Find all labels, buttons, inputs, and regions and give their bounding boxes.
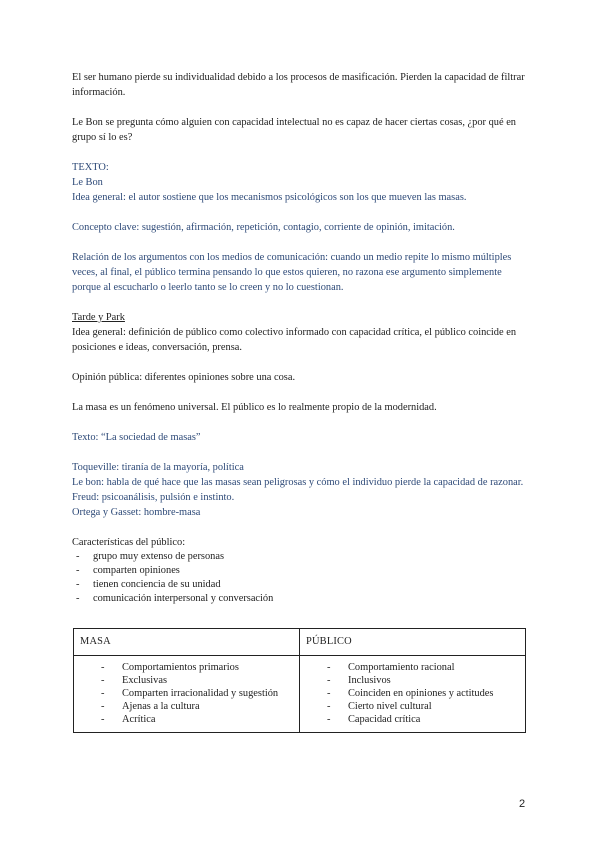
caracteristicas-list	[72, 550, 528, 606]
list-item: - comunicación interpersonal y conversación	[72, 592, 528, 606]
intro-paragraph-1: El ser humano pierde su individualidad debido a los procesos de masificación. Pierden la capacidad de filtrar información.	[72, 72, 525, 98]
list-item: - tienen conciencia de su unidad	[72, 578, 528, 592]
list-item: - Cierto nivel cultural	[306, 700, 519, 713]
lebon-heading: Le Bon	[72, 177, 103, 188]
texto-label: TEXTO:	[72, 162, 109, 173]
masa-publico-table	[73, 628, 526, 733]
lebon-relacion-medios: Relación de los argumentos con los medios de comunicación: cuando un medio repite lo mismo múltiples veces, al final, el público termina pensando lo que estos quieren, no razona ese argumento simplemente porque al escucharlo o leerlo tanto se lo creen y no lo cuestionan.	[72, 252, 512, 293]
list-item: - Comparten irracionalidad y sugestión	[80, 687, 293, 700]
table-row	[74, 656, 526, 733]
sociedad-masas-texto: Texto: “La sociedad de masas”	[72, 432, 201, 443]
opinion-publica: Opinión pública: diferentes opiniones sobre una cosa.	[72, 372, 296, 383]
list-item: - Comportamientos primarios	[80, 661, 293, 674]
lebon-idea-general: Idea general: el autor sostiene que los mecanismos psicológicos son los que mueven las masas.	[72, 192, 467, 203]
list-item: - comparten opiniones	[72, 564, 528, 578]
tarde-idea-general: Idea general: definición de público como colectivo informado con capacidad crítica, el público coincide en posiciones e ideas, conversación, prensa.	[72, 327, 517, 353]
list-item: - Ajenas a la cultura	[80, 700, 293, 713]
document-body	[72, 70, 528, 606]
list-item: - Acrítica	[80, 713, 293, 726]
publico-header: PÚBLICO	[300, 629, 526, 656]
list-item: - Exclusivas	[80, 674, 293, 687]
list-item: - Capacidad crítica	[306, 713, 519, 726]
freud-line: Freud: psicoanálisis, pulsión e instinto.	[72, 492, 235, 503]
masa-fenomeno: La masa es un fenómeno universal. El público es lo realmente propio de la modernidad.	[72, 402, 437, 413]
toqueville-line: Toqueville: tiranía de la mayoría, política	[72, 462, 244, 473]
list-item: - Coinciden en opiniones y actitudes	[306, 687, 519, 700]
list-item: - grupo muy extenso de personas	[72, 550, 528, 564]
masa-header: MASA	[74, 629, 300, 656]
list-item: - Inclusivos	[306, 674, 519, 687]
masa-cell	[74, 656, 300, 733]
ortega-line: Ortega y Gasset: hombre-masa	[72, 507, 201, 518]
lebon-concepto-clave: Concepto clave: sugestión, afirmación, repetición, contagio, corriente de opinión, imitación.	[72, 222, 455, 233]
table-header-row	[74, 629, 526, 656]
intro-paragraph-2: Le Bon se pregunta cómo alguien con capacidad intelectual no es capaz de hacer ciertas cosas, ¿por qué en grupo sí lo es?	[72, 117, 516, 143]
lebon-line: Le bon: habla de qué hace que las masas sean peligrosas y cómo el individuo pierde la capacidad de razonar.	[72, 477, 524, 488]
page-number: 2	[519, 798, 526, 810]
caracteristicas-heading: Características del público:	[72, 537, 186, 548]
list-item: - Comportamiento racional	[306, 661, 519, 674]
publico-cell	[300, 656, 526, 733]
tarde-park-heading: Tarde y Park	[72, 312, 125, 323]
